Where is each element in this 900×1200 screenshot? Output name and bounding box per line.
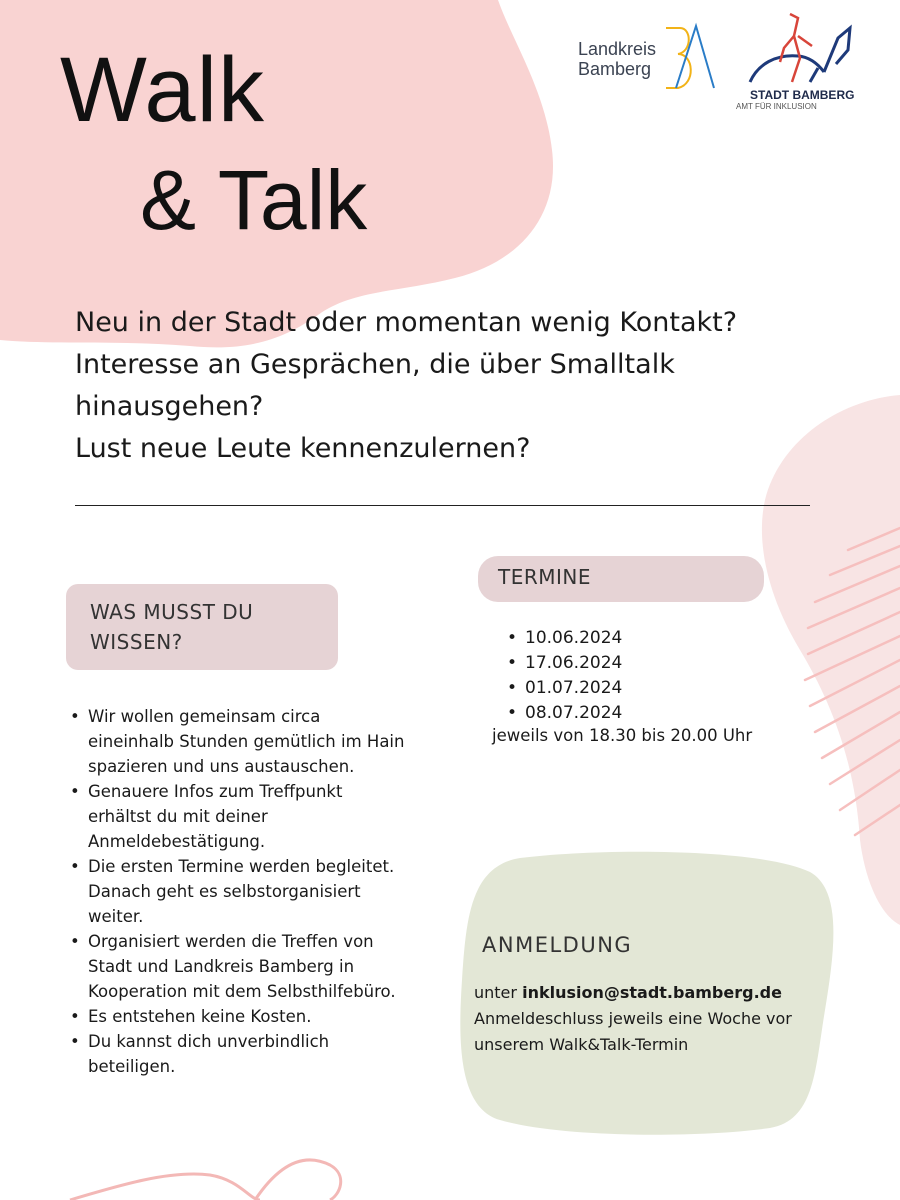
rider-horse-icon <box>740 6 860 88</box>
stadt-bamberg-department: AMT FÜR INKLUSION <box>736 102 817 111</box>
anmeldung-text <box>474 980 814 1058</box>
anmeldung-heading: ANMELDUNG <box>482 933 633 957</box>
date-item: • 10.06.2024 <box>505 626 622 651</box>
list-item: • Es entstehen keine Kosten. <box>68 1004 408 1029</box>
info-heading: WAS MUSST DU WISSEN? <box>90 600 254 654</box>
title-talk: & Talk <box>140 153 368 247</box>
time-range: jeweils von 18.30 bis 20.00 Uhr <box>492 726 753 745</box>
termine-heading: TERMINE <box>498 565 592 589</box>
divider <box>75 505 810 506</box>
intro-questions <box>75 302 815 470</box>
ba-monogram-icon <box>658 22 718 94</box>
list-item: • Genauere Infos zum Treffpunkt erhältst du mit deiner Anmeldebestätigung. <box>68 779 408 854</box>
landkreis-logo-line1: Landkreis <box>578 39 657 59</box>
date-item: • 01.07.2024 <box>505 676 622 701</box>
info-heading-box <box>66 584 338 670</box>
anmeldung-prefix: unter <box>474 983 517 1002</box>
info-list <box>68 704 408 1079</box>
date-list <box>505 626 622 726</box>
landkreis-bamberg-logo <box>578 22 718 94</box>
intro-line: Interesse an Gesprächen, die über Smalltalk <box>75 349 675 380</box>
intro-line: hinausgehen? <box>75 391 264 422</box>
anmeldung-deadline: Anmeldeschluss jeweils eine Woche vor unserem Walk&Talk-Termin <box>474 1009 792 1054</box>
list-item: • Du kannst dich unverbindlich beteiligen. <box>68 1029 408 1079</box>
list-item: • Wir wollen gemeinsam circa eineinhalb Stunden gemütlich im Hain spazieren und uns austauschen. <box>68 704 408 779</box>
stadt-bamberg-name: STADT BAMBERG <box>750 88 855 102</box>
stadt-bamberg-logo <box>736 6 870 116</box>
list-item: • Organisiert werden die Treffen von Stadt und Landkreis Bamberg in Kooperation mit dem Selbsthilfebüro. <box>68 929 408 1004</box>
email-link[interactable]: inklusion@stadt.bamberg.de <box>522 983 782 1002</box>
intro-line: Neu in der Stadt oder momentan wenig Kontakt? <box>75 307 738 338</box>
termine-heading-box <box>478 556 764 602</box>
list-item: • Die ersten Termine werden begleitet. Danach geht es selbstorganisiert weiter. <box>68 854 408 929</box>
pink-side-shape <box>762 395 900 925</box>
intro-line: Lust neue Leute kennenzulernen? <box>75 433 531 464</box>
date-item: • 08.07.2024 <box>505 701 622 726</box>
date-item: • 17.06.2024 <box>505 651 622 676</box>
squiggle-line <box>70 1160 341 1200</box>
title-walk: Walk <box>60 39 266 141</box>
landkreis-logo-line2: Bamberg <box>578 59 652 79</box>
